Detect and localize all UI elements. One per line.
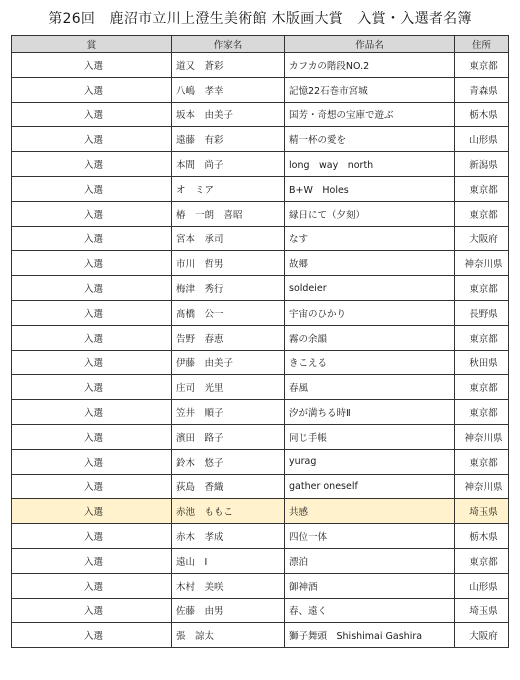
artist-name-cell: 髙橋 公一 bbox=[172, 300, 285, 325]
award-cell: 入選 bbox=[12, 400, 172, 425]
award-cell: 入選 bbox=[12, 375, 172, 400]
table-row bbox=[12, 400, 509, 425]
artist-name-cell: 伊藤 由美子 bbox=[172, 350, 285, 375]
award-cell: 入選 bbox=[12, 226, 172, 251]
document-title: 第26回 鹿沼市立川上澄生美術館 木版画大賞 入賞・入選者名簿 bbox=[48, 11, 472, 27]
table-row bbox=[12, 226, 509, 251]
artist-name-cell: 告野 春恵 bbox=[172, 325, 285, 350]
work-title-cell: long way north bbox=[285, 152, 455, 177]
work-title-cell: 故郷 bbox=[285, 251, 455, 276]
work-title-cell: B+W Holes bbox=[285, 176, 455, 201]
award-cell: 入選 bbox=[12, 449, 172, 474]
table-row bbox=[12, 201, 509, 226]
artist-name-cell: 赤池 ももこ bbox=[172, 499, 285, 524]
table-row bbox=[12, 350, 509, 375]
award-cell: 入選 bbox=[12, 152, 172, 177]
work-title-cell: 精一杯の愛を bbox=[285, 127, 455, 152]
prefecture-cell: 東京都 bbox=[455, 449, 509, 474]
work-title-cell: 漂泊 bbox=[285, 548, 455, 573]
artist-name-cell: 遠山 I bbox=[172, 548, 285, 573]
artist-name-cell: 宮本 承司 bbox=[172, 226, 285, 251]
award-cell: 入選 bbox=[12, 623, 172, 648]
award-cell: 入選 bbox=[12, 325, 172, 350]
award-cell: 入選 bbox=[12, 300, 172, 325]
work-title-cell: なす bbox=[285, 226, 455, 251]
artist-name-cell: 本間 尚子 bbox=[172, 152, 285, 177]
artist-name-cell: 椿 一朗 喜昭 bbox=[172, 201, 285, 226]
table-row bbox=[12, 176, 509, 201]
header-award: 賞 bbox=[12, 36, 172, 53]
work-title-cell: soldeier bbox=[285, 276, 455, 301]
artist-name-cell: 佐藤 由男 bbox=[172, 598, 285, 623]
prefecture-cell: 新潟県 bbox=[455, 152, 509, 177]
award-cell: 入選 bbox=[12, 524, 172, 549]
table-row bbox=[12, 251, 509, 276]
award-cell: 入選 bbox=[12, 251, 172, 276]
award-cell: 入選 bbox=[12, 53, 172, 78]
roster-table bbox=[11, 35, 509, 648]
work-title-cell: きこえる bbox=[285, 350, 455, 375]
prefecture-cell: 埼玉県 bbox=[455, 499, 509, 524]
prefecture-cell: 東京都 bbox=[455, 400, 509, 425]
table-header-row bbox=[12, 36, 509, 53]
table-row bbox=[12, 102, 509, 127]
prefecture-cell: 青森県 bbox=[455, 77, 509, 102]
award-cell: 入選 bbox=[12, 201, 172, 226]
prefecture-cell: 神奈川県 bbox=[455, 474, 509, 499]
table-row bbox=[12, 127, 509, 152]
work-title-cell: 縁日にて（夕刻） bbox=[285, 201, 455, 226]
table-row bbox=[12, 424, 509, 449]
work-title-cell: 宇宙のひかり bbox=[285, 300, 455, 325]
award-cell: 入選 bbox=[12, 127, 172, 152]
work-title-cell: 四位一体 bbox=[285, 524, 455, 549]
work-title-cell: 共感 bbox=[285, 499, 455, 524]
work-title-cell: 春風 bbox=[285, 375, 455, 400]
artist-name-cell: 道又 蒼彩 bbox=[172, 53, 285, 78]
award-cell: 入選 bbox=[12, 276, 172, 301]
work-title-cell: 御神酒 bbox=[285, 573, 455, 598]
work-title-cell: yurag bbox=[285, 449, 455, 474]
award-cell: 入選 bbox=[12, 102, 172, 127]
header-prefecture: 住所 bbox=[455, 36, 509, 53]
table-row bbox=[12, 276, 509, 301]
prefecture-cell: 東京都 bbox=[455, 53, 509, 78]
work-title-cell: 同じ手帳 bbox=[285, 424, 455, 449]
award-cell: 入選 bbox=[12, 499, 172, 524]
prefecture-cell: 神奈川県 bbox=[455, 251, 509, 276]
prefecture-cell: 山形県 bbox=[455, 127, 509, 152]
artist-name-cell: 遠藤 有彩 bbox=[172, 127, 285, 152]
artist-name-cell: 梅津 秀行 bbox=[172, 276, 285, 301]
prefecture-cell: 秋田県 bbox=[455, 350, 509, 375]
prefecture-cell: 大阪府 bbox=[455, 226, 509, 251]
prefecture-cell: 栃木県 bbox=[455, 102, 509, 127]
work-title-cell: gather oneself bbox=[285, 474, 455, 499]
prefecture-cell: 東京都 bbox=[455, 548, 509, 573]
artist-name-cell: 赤木 孝成 bbox=[172, 524, 285, 549]
artist-name-cell: 荻島 香織 bbox=[172, 474, 285, 499]
prefecture-cell: 東京都 bbox=[455, 276, 509, 301]
award-cell: 入選 bbox=[12, 474, 172, 499]
award-cell: 入選 bbox=[12, 548, 172, 573]
table-row bbox=[12, 623, 509, 648]
artist-name-cell: 市川 哲男 bbox=[172, 251, 285, 276]
artist-name-cell: 庄司 光里 bbox=[172, 375, 285, 400]
work-title-cell: 国芳・奇想の宝庫で遊ぶ bbox=[285, 102, 455, 127]
table-row bbox=[12, 548, 509, 573]
table-row bbox=[12, 474, 509, 499]
prefecture-cell: 東京都 bbox=[455, 201, 509, 226]
artist-name-cell: 木村 美咲 bbox=[172, 573, 285, 598]
artist-name-cell: 笠井 順子 bbox=[172, 400, 285, 425]
award-cell: 入選 bbox=[12, 598, 172, 623]
prefecture-cell: 神奈川県 bbox=[455, 424, 509, 449]
artist-name-cell: 張 諒太 bbox=[172, 623, 285, 648]
award-cell: 入選 bbox=[12, 77, 172, 102]
prefecture-cell: 長野県 bbox=[455, 300, 509, 325]
table-row bbox=[12, 375, 509, 400]
award-cell: 入選 bbox=[12, 424, 172, 449]
prefecture-cell: 山形県 bbox=[455, 573, 509, 598]
award-cell: 入選 bbox=[12, 176, 172, 201]
artist-name-cell: 八嶋 孝幸 bbox=[172, 77, 285, 102]
table-body bbox=[12, 53, 509, 648]
prefecture-cell: 東京都 bbox=[455, 325, 509, 350]
table-row bbox=[12, 598, 509, 623]
prefecture-cell: 栃木県 bbox=[455, 524, 509, 549]
work-title-cell: 記憶22石巻市宮城 bbox=[285, 77, 455, 102]
prefecture-cell: 大阪府 bbox=[455, 623, 509, 648]
table-row bbox=[12, 77, 509, 102]
work-title-cell: 春、遠く bbox=[285, 598, 455, 623]
prefecture-cell: 東京都 bbox=[455, 375, 509, 400]
table-row bbox=[12, 524, 509, 549]
artist-name-cell: 濱田 路子 bbox=[172, 424, 285, 449]
table-row bbox=[12, 573, 509, 598]
header-artist: 作家名 bbox=[172, 36, 285, 53]
work-title-cell: 汐が満ちる時Ⅱ bbox=[285, 400, 455, 425]
artist-name-cell: 坂本 由美子 bbox=[172, 102, 285, 127]
table-row bbox=[12, 152, 509, 177]
artist-name-cell: オ ミア bbox=[172, 176, 285, 201]
table-row bbox=[12, 53, 509, 78]
award-cell: 入選 bbox=[12, 350, 172, 375]
artist-name-cell: 鈴木 悠子 bbox=[172, 449, 285, 474]
work-title-cell: 獅子舞頭 Shishimai Gashira bbox=[285, 623, 455, 648]
table-row bbox=[12, 300, 509, 325]
table-row bbox=[12, 449, 509, 474]
award-cell: 入選 bbox=[12, 573, 172, 598]
table-row-highlighted bbox=[12, 499, 509, 524]
header-work: 作品名 bbox=[285, 36, 455, 53]
table-row bbox=[12, 325, 509, 350]
prefecture-cell: 埼玉県 bbox=[455, 598, 509, 623]
work-title-cell: カフカの階段NO.2 bbox=[285, 53, 455, 78]
work-title-cell: 霧の余韻 bbox=[285, 325, 455, 350]
prefecture-cell: 東京都 bbox=[455, 176, 509, 201]
